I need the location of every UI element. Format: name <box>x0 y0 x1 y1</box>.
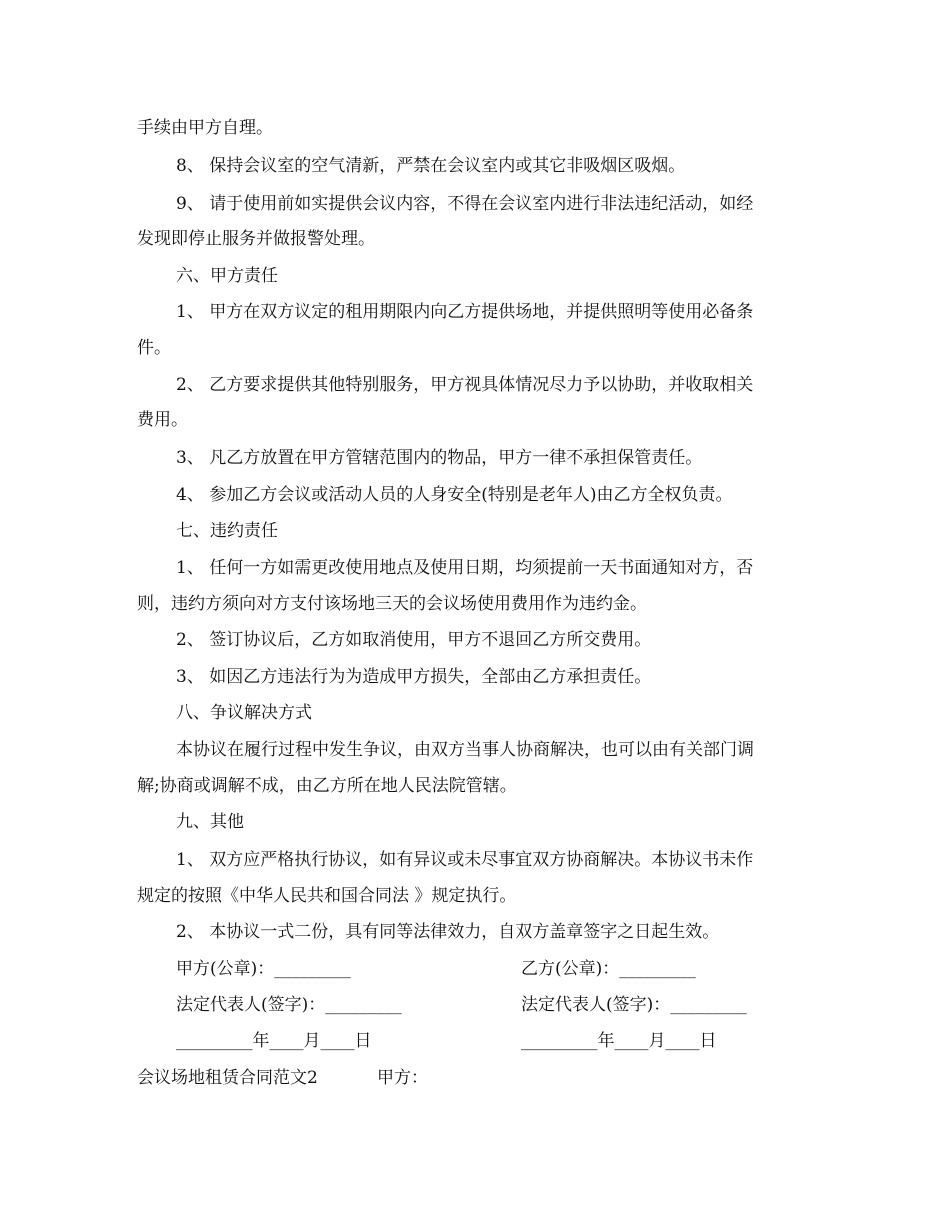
party-a-seal-line: 甲方(公章)：_________ <box>176 959 351 979</box>
list-item: 2、 乙方要求提供其他特别服务，甲方视具体情况尽力予以协助，并收取相关 <box>176 375 754 395</box>
text-line: 件。 <box>137 338 171 358</box>
party-b-seal-line: 乙方(公章)：_________ <box>521 959 696 979</box>
text-line: 费用。 <box>137 410 188 430</box>
list-item: 2、 本协议一式二份，具有同等法律效力，自双方盖章签字之日起生效。 <box>176 922 720 942</box>
next-document-party: 甲方： <box>377 1068 428 1088</box>
text-line: 发现即停止服务并做报警处理。 <box>137 229 375 249</box>
text-line: 则，违约方须向对方支付该场地三天的会议场使用费用作为违约金。 <box>137 594 647 614</box>
text-line: 解;协商或调解不成，由乙方所在地人民法院管辖。 <box>137 776 517 796</box>
section-heading: 八、争议解决方式 <box>176 703 312 723</box>
list-item: 4、 参加乙方会议或活动人员的人身安全(特别是老年人)由乙方全权负责。 <box>176 485 733 505</box>
list-item: 2、 签订协议后，乙方如取消使用，甲方不退回乙方所交费用。 <box>176 630 652 650</box>
list-item: 1、 双方应严格执行协议，如有异议或未尽事宜双方协商解决。本协议书未作 <box>176 850 754 870</box>
next-document-title: 会议场地租赁合同范文2 <box>137 1068 318 1088</box>
party-a-date-line: _________年____月____日 <box>176 1031 372 1051</box>
party-a-representative-line: 法定代表人(签字)：_________ <box>176 995 402 1015</box>
section-heading: 七、违约责任 <box>176 521 278 541</box>
list-item: 3、 如因乙方违法行为为造成甲方损失，全部由乙方承担责任。 <box>176 667 652 687</box>
section-heading: 九、其他 <box>176 812 244 832</box>
party-b-representative-line: 法定代表人(签字)：_________ <box>521 995 747 1015</box>
list-item: 1、 甲方在双方议定的租用期限内向乙方提供场地，并提供照明等使用必备条 <box>176 302 754 322</box>
text-line: 规定的按照《中华人民共和国合同法 》规定执行。 <box>137 886 517 906</box>
text-line: 手续由甲方自理。 <box>137 118 273 138</box>
section-heading: 六、甲方责任 <box>176 266 278 286</box>
list-item: 3、 凡乙方放置在甲方管辖范围内的物品，甲方一律不承担保管责任。 <box>176 448 703 468</box>
list-item: 8、 保持会议室的空气清新，严禁在会议室内或其它非吸烟区吸烟。 <box>176 156 686 176</box>
paragraph-line: 本协议在履行过程中发生争议，由双方当事人协商解决，也可以由有关部门调 <box>176 740 754 760</box>
list-item: 1、 任何一方如需更改使用地点及使用日期，均须提前一天书面通知对方，否 <box>176 558 754 578</box>
list-item: 9、 请于使用前如实提供会议内容，不得在会议室内进行非法违纪活动，如经 <box>176 194 754 214</box>
party-b-date-line: _________年____月____日 <box>521 1031 717 1051</box>
